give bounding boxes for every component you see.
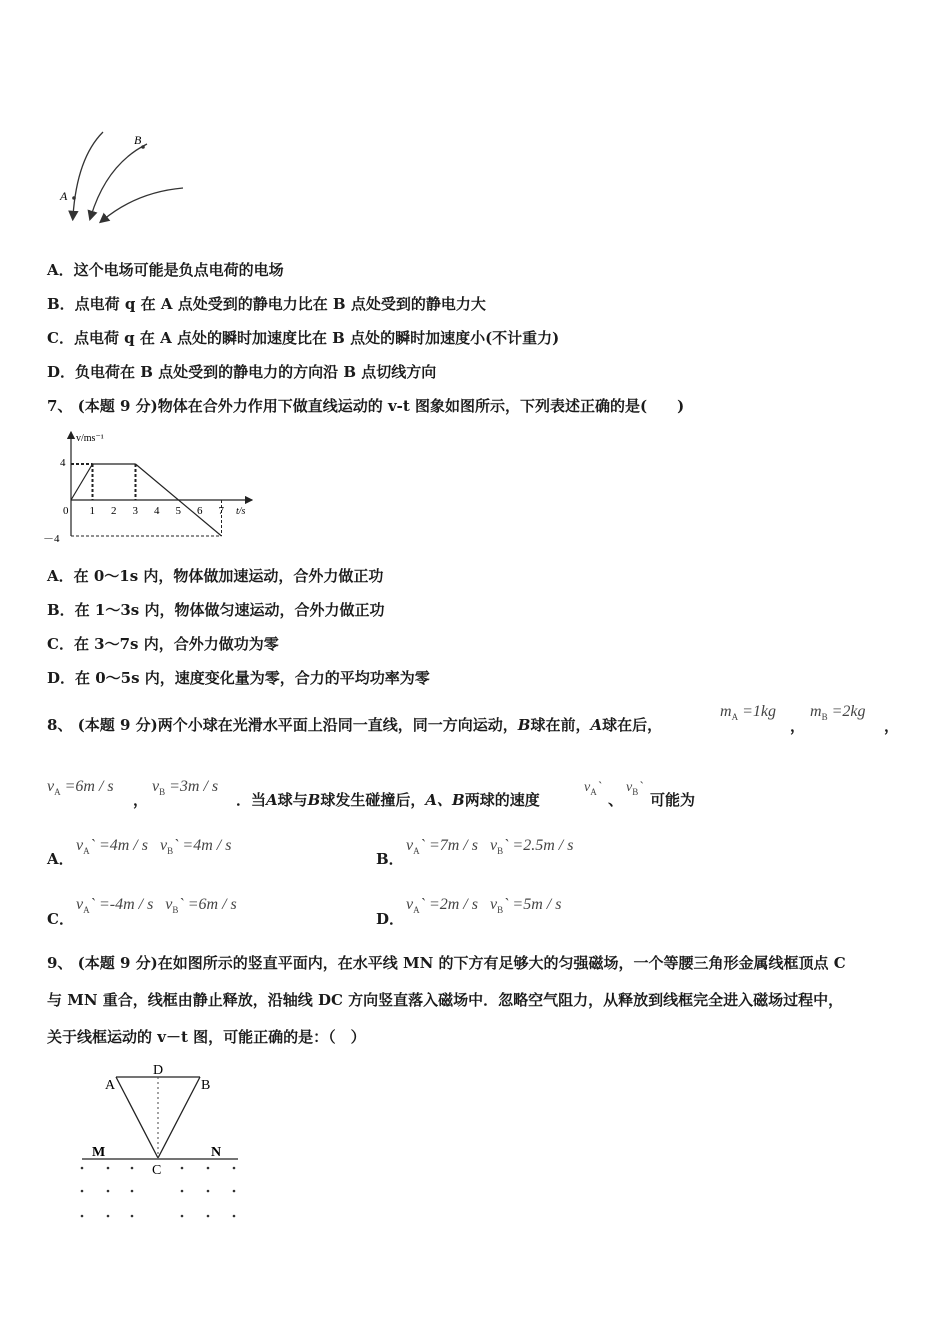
field-dot bbox=[81, 1215, 84, 1218]
vt-graph bbox=[40, 428, 270, 548]
field-dot bbox=[181, 1167, 184, 1170]
label-n: N bbox=[211, 1145, 222, 1160]
q7-stem: 7、 (本题 9 分)物体在合外力作用下做直线运动的 v-t 图象如图所示，下列表述正确的是( ) bbox=[47, 397, 685, 415]
mass-b-formula: $m_B =2kg$ bbox=[810, 703, 866, 723]
q8-option-a-letter: A． bbox=[47, 850, 74, 868]
comma-2: ， bbox=[884, 717, 900, 735]
field-line-3 bbox=[103, 188, 183, 220]
field-dot bbox=[81, 1167, 84, 1170]
field-dot bbox=[131, 1167, 134, 1170]
x-tick-3: 3 bbox=[132, 505, 138, 517]
x-tick-0: 0 bbox=[63, 505, 69, 517]
comma-3: ， bbox=[133, 791, 149, 809]
q8-stem-line2: ．当A球与B球发生碰撞后，A、B两球的速度 bbox=[236, 791, 540, 809]
velocity-a-formula: $v_A =6m / s$ bbox=[47, 778, 114, 798]
q8-stem-line1: 8、 (本题 9 分)两个小球在光滑水平面上沿同一直线，同一方向运动，B球在前，A球在后， bbox=[47, 716, 663, 734]
q9-stem-line2: 与 MN 重合，线框由静止释放，沿轴线 DC 方向竖直落入磁场中．忽略空气阻力，从释放到线框完全进入磁场过程中， bbox=[47, 991, 844, 1009]
q8-option-d-formula: $v_A` =2m / s$ $v_B` =5m / s$ bbox=[406, 896, 562, 916]
y-tick-pos4: 4 bbox=[60, 457, 66, 469]
x-tick-5: 5 bbox=[175, 505, 181, 517]
field-dot bbox=[131, 1215, 134, 1218]
field-dot bbox=[233, 1215, 236, 1218]
edge-ac bbox=[116, 1077, 158, 1158]
q8-option-d-letter: D． bbox=[376, 910, 405, 928]
field-dot bbox=[107, 1215, 110, 1218]
mass-a-formula: $m_A =1kg$ bbox=[720, 703, 776, 723]
field-dot bbox=[107, 1190, 110, 1193]
q7-option-b: B．在 1～3s 内，物体做匀速运动，合外力做正功 bbox=[47, 601, 385, 619]
q8-option-b-formula: $v_A` =7m / s$ $v_B` =2.5m / s$ bbox=[406, 837, 574, 857]
magnetic-field-figure bbox=[70, 1058, 260, 1233]
comma-1: ， bbox=[790, 717, 806, 735]
q8-stem-end: 可能为 bbox=[650, 791, 696, 809]
x-tick-2: 2 bbox=[111, 505, 117, 517]
velocity-b-formula: $v_B =3m / s$ bbox=[152, 778, 219, 798]
point-a-dot bbox=[72, 196, 76, 200]
point-b-label: B bbox=[134, 133, 142, 147]
label-a: A bbox=[105, 1078, 116, 1093]
q6-option-d: D．负电荷在 B 点处受到的静电力的方向沿 B 点切线方向 bbox=[47, 363, 437, 381]
q9-stem-line3: 关于线框运动的 v－t 图，可能正确的是：（ ） bbox=[47, 1028, 366, 1046]
x-tick-4: 4 bbox=[154, 505, 160, 517]
q6-option-b: B．点电荷 q 在 A 点处受到的静电力比在 B 点处受到的静电力大 bbox=[47, 295, 486, 313]
q7-option-a: A．在 0～1s 内，物体做加速运动，合外力做正功 bbox=[47, 567, 384, 585]
q6-option-c: C．点电荷 q 在 A 点处的瞬时加速度比在 B 点处的瞬时加速度小(不计重力) bbox=[47, 329, 560, 347]
y-tick-neg4: －4 bbox=[43, 533, 60, 545]
vt-segment-0 bbox=[71, 464, 93, 500]
x-tick-6: 6 bbox=[197, 505, 203, 517]
label-d: D bbox=[153, 1063, 164, 1078]
field-dot bbox=[107, 1167, 110, 1170]
t-axis-label: t/s bbox=[236, 506, 246, 517]
edge-bc bbox=[158, 1077, 200, 1158]
label-c: C bbox=[152, 1163, 162, 1178]
q9-stem-line1: 9、 (本题 9 分)在如图所示的竖直平面内，在水平线 MN 的下方有足够大的匀强磁场，一个等腰三角形金属线框顶点 C bbox=[47, 954, 846, 972]
field-dot bbox=[81, 1190, 84, 1193]
field-dot bbox=[233, 1167, 236, 1170]
q8-option-c-letter: C． bbox=[47, 910, 74, 928]
velocity-b-after: $v_B`$ bbox=[626, 780, 643, 797]
q7-option-d: D．在 0～5s 内，速度变化量为零，合力的平均功率为零 bbox=[47, 669, 430, 687]
field-dot bbox=[207, 1190, 210, 1193]
label-b: B bbox=[201, 1078, 211, 1093]
x-tick-7: 7 bbox=[218, 505, 224, 517]
separator: 、 bbox=[608, 791, 624, 809]
field-dot bbox=[131, 1190, 134, 1193]
field-dot bbox=[207, 1215, 210, 1218]
label-m: M bbox=[92, 1145, 106, 1160]
v-axis-label: v/ms⁻¹ bbox=[76, 433, 104, 444]
q8-option-b-letter: B． bbox=[376, 850, 404, 868]
q8-option-c-formula: $v_A` =-4m / s$ $v_B` =6m / s$ bbox=[76, 896, 237, 916]
field-dot bbox=[233, 1190, 236, 1193]
q6-option-a: A．这个电场可能是负点电荷的电场 bbox=[47, 261, 284, 279]
field-dot bbox=[181, 1215, 184, 1218]
q8-option-a-formula: $v_A` =4m / s$ $v_B` =4m / s$ bbox=[76, 837, 232, 857]
velocity-a-after: $v_A`$ bbox=[584, 780, 602, 797]
field-line-2 bbox=[91, 144, 147, 216]
point-b-dot bbox=[141, 145, 145, 149]
point-a-label: A bbox=[60, 189, 68, 203]
electric-field-figure bbox=[55, 128, 195, 228]
field-dot bbox=[181, 1190, 184, 1193]
field-line-1 bbox=[73, 132, 103, 216]
x-tick-1: 1 bbox=[89, 505, 95, 517]
field-dot bbox=[207, 1167, 210, 1170]
q7-option-c: C．在 3～7s 内，合外力做功为零 bbox=[47, 635, 279, 653]
